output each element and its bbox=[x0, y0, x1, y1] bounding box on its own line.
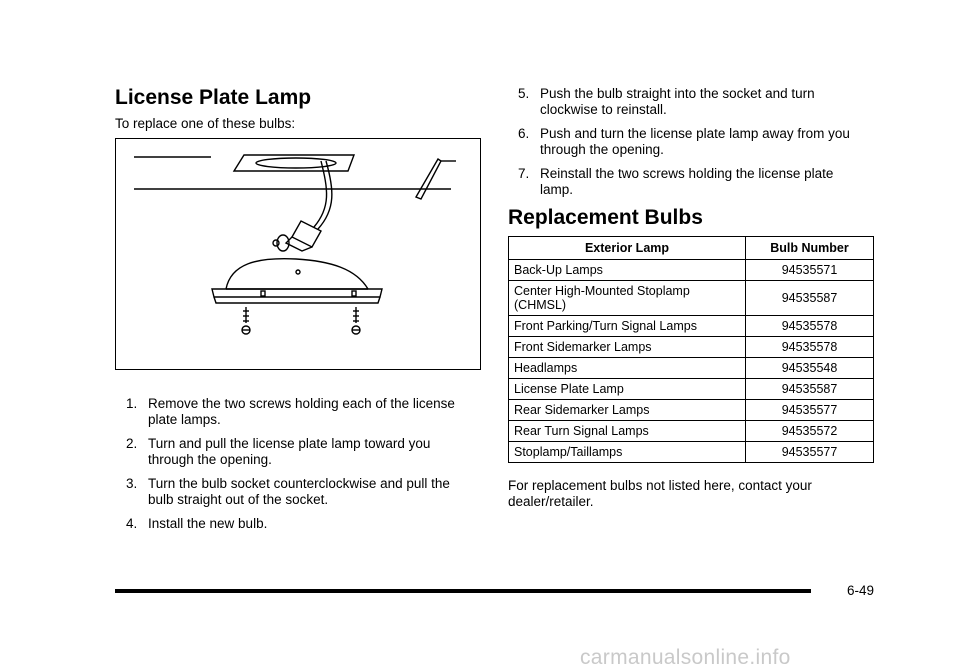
step-text: Install the new bulb. bbox=[148, 516, 268, 531]
intro-text: To replace one of these bulbs: bbox=[115, 116, 296, 131]
left-steps-list bbox=[126, 396, 476, 540]
lamp-diagram-svg bbox=[116, 139, 479, 368]
watermark-text: carmanualsonline.info bbox=[580, 646, 791, 669]
column-header: Exterior Lamp bbox=[509, 237, 746, 260]
table-row: Front Parking/Turn Signal Lamps 94535578 bbox=[509, 316, 874, 337]
step-text: Reinstall the two screws holding the license plate lamp. bbox=[540, 166, 834, 197]
step-text: Turn the bulb socket counterclockwise and pull the bulb straight out of the socket. bbox=[148, 476, 450, 507]
license-plate-lamp-illustration bbox=[115, 138, 481, 370]
table-row: Center High-Mounted Stoplamp (CHMSL) 94535587 bbox=[509, 281, 874, 316]
table-row: Stoplamp/Taillamps 94535577 bbox=[509, 442, 874, 463]
step-text: Push the bulb straight into the socket and turn clockwise to reinstall. bbox=[540, 86, 815, 117]
step-item: 6. Push and turn the license plate lamp away from you through the opening. bbox=[518, 126, 850, 157]
step-item: 4. Install the new bulb. bbox=[126, 516, 268, 531]
table-row: Rear Turn Signal Lamps 94535572 bbox=[509, 421, 874, 442]
step-text: Remove the two screws holding each of the license plate lamps. bbox=[148, 396, 455, 427]
table-row: Rear Sidemarker Lamps 94535577 bbox=[509, 400, 874, 421]
step-item: 2. Turn and pull the license plate lamp toward you through the opening. bbox=[126, 436, 431, 467]
step-item: 1. Remove the two screws holding each of the license plate lamps. bbox=[126, 396, 455, 427]
step-item: 3. Turn the bulb socket counterclockwise and pull the bulb straight out of the socket. bbox=[126, 476, 450, 507]
column-header: Bulb Number bbox=[746, 237, 874, 260]
replacement-bulbs-title: Replacement Bulbs bbox=[508, 206, 703, 229]
footer-rule bbox=[115, 589, 811, 593]
step-item: 7. Reinstall the two screws holding the license plate lamp. bbox=[518, 166, 834, 197]
table-row: Front Sidemarker Lamps 94535578 bbox=[509, 337, 874, 358]
license-plate-lamp-title: License Plate Lamp bbox=[115, 86, 312, 109]
replacement-bulbs-table bbox=[508, 236, 874, 463]
step-text: Push and turn the license plate lamp away from you through the opening. bbox=[540, 126, 850, 157]
step-item: 5. Push the bulb straight into the socket and turn clockwise to reinstall. bbox=[518, 86, 815, 117]
table-row: License Plate Lamp 94535587 bbox=[509, 379, 874, 400]
table-row: Headlamps 94535548 bbox=[509, 358, 874, 379]
table-row: Back-Up Lamps 94535571 bbox=[509, 260, 874, 281]
table-header-row bbox=[509, 237, 874, 260]
right-steps-list bbox=[518, 86, 868, 206]
step-text: Turn and pull the license plate lamp toward you through the opening. bbox=[148, 436, 431, 467]
replacement-note: For replacement bulbs not listed here, contact your dealer/retailer. bbox=[508, 478, 812, 509]
page-number: 6-49 bbox=[847, 583, 875, 598]
